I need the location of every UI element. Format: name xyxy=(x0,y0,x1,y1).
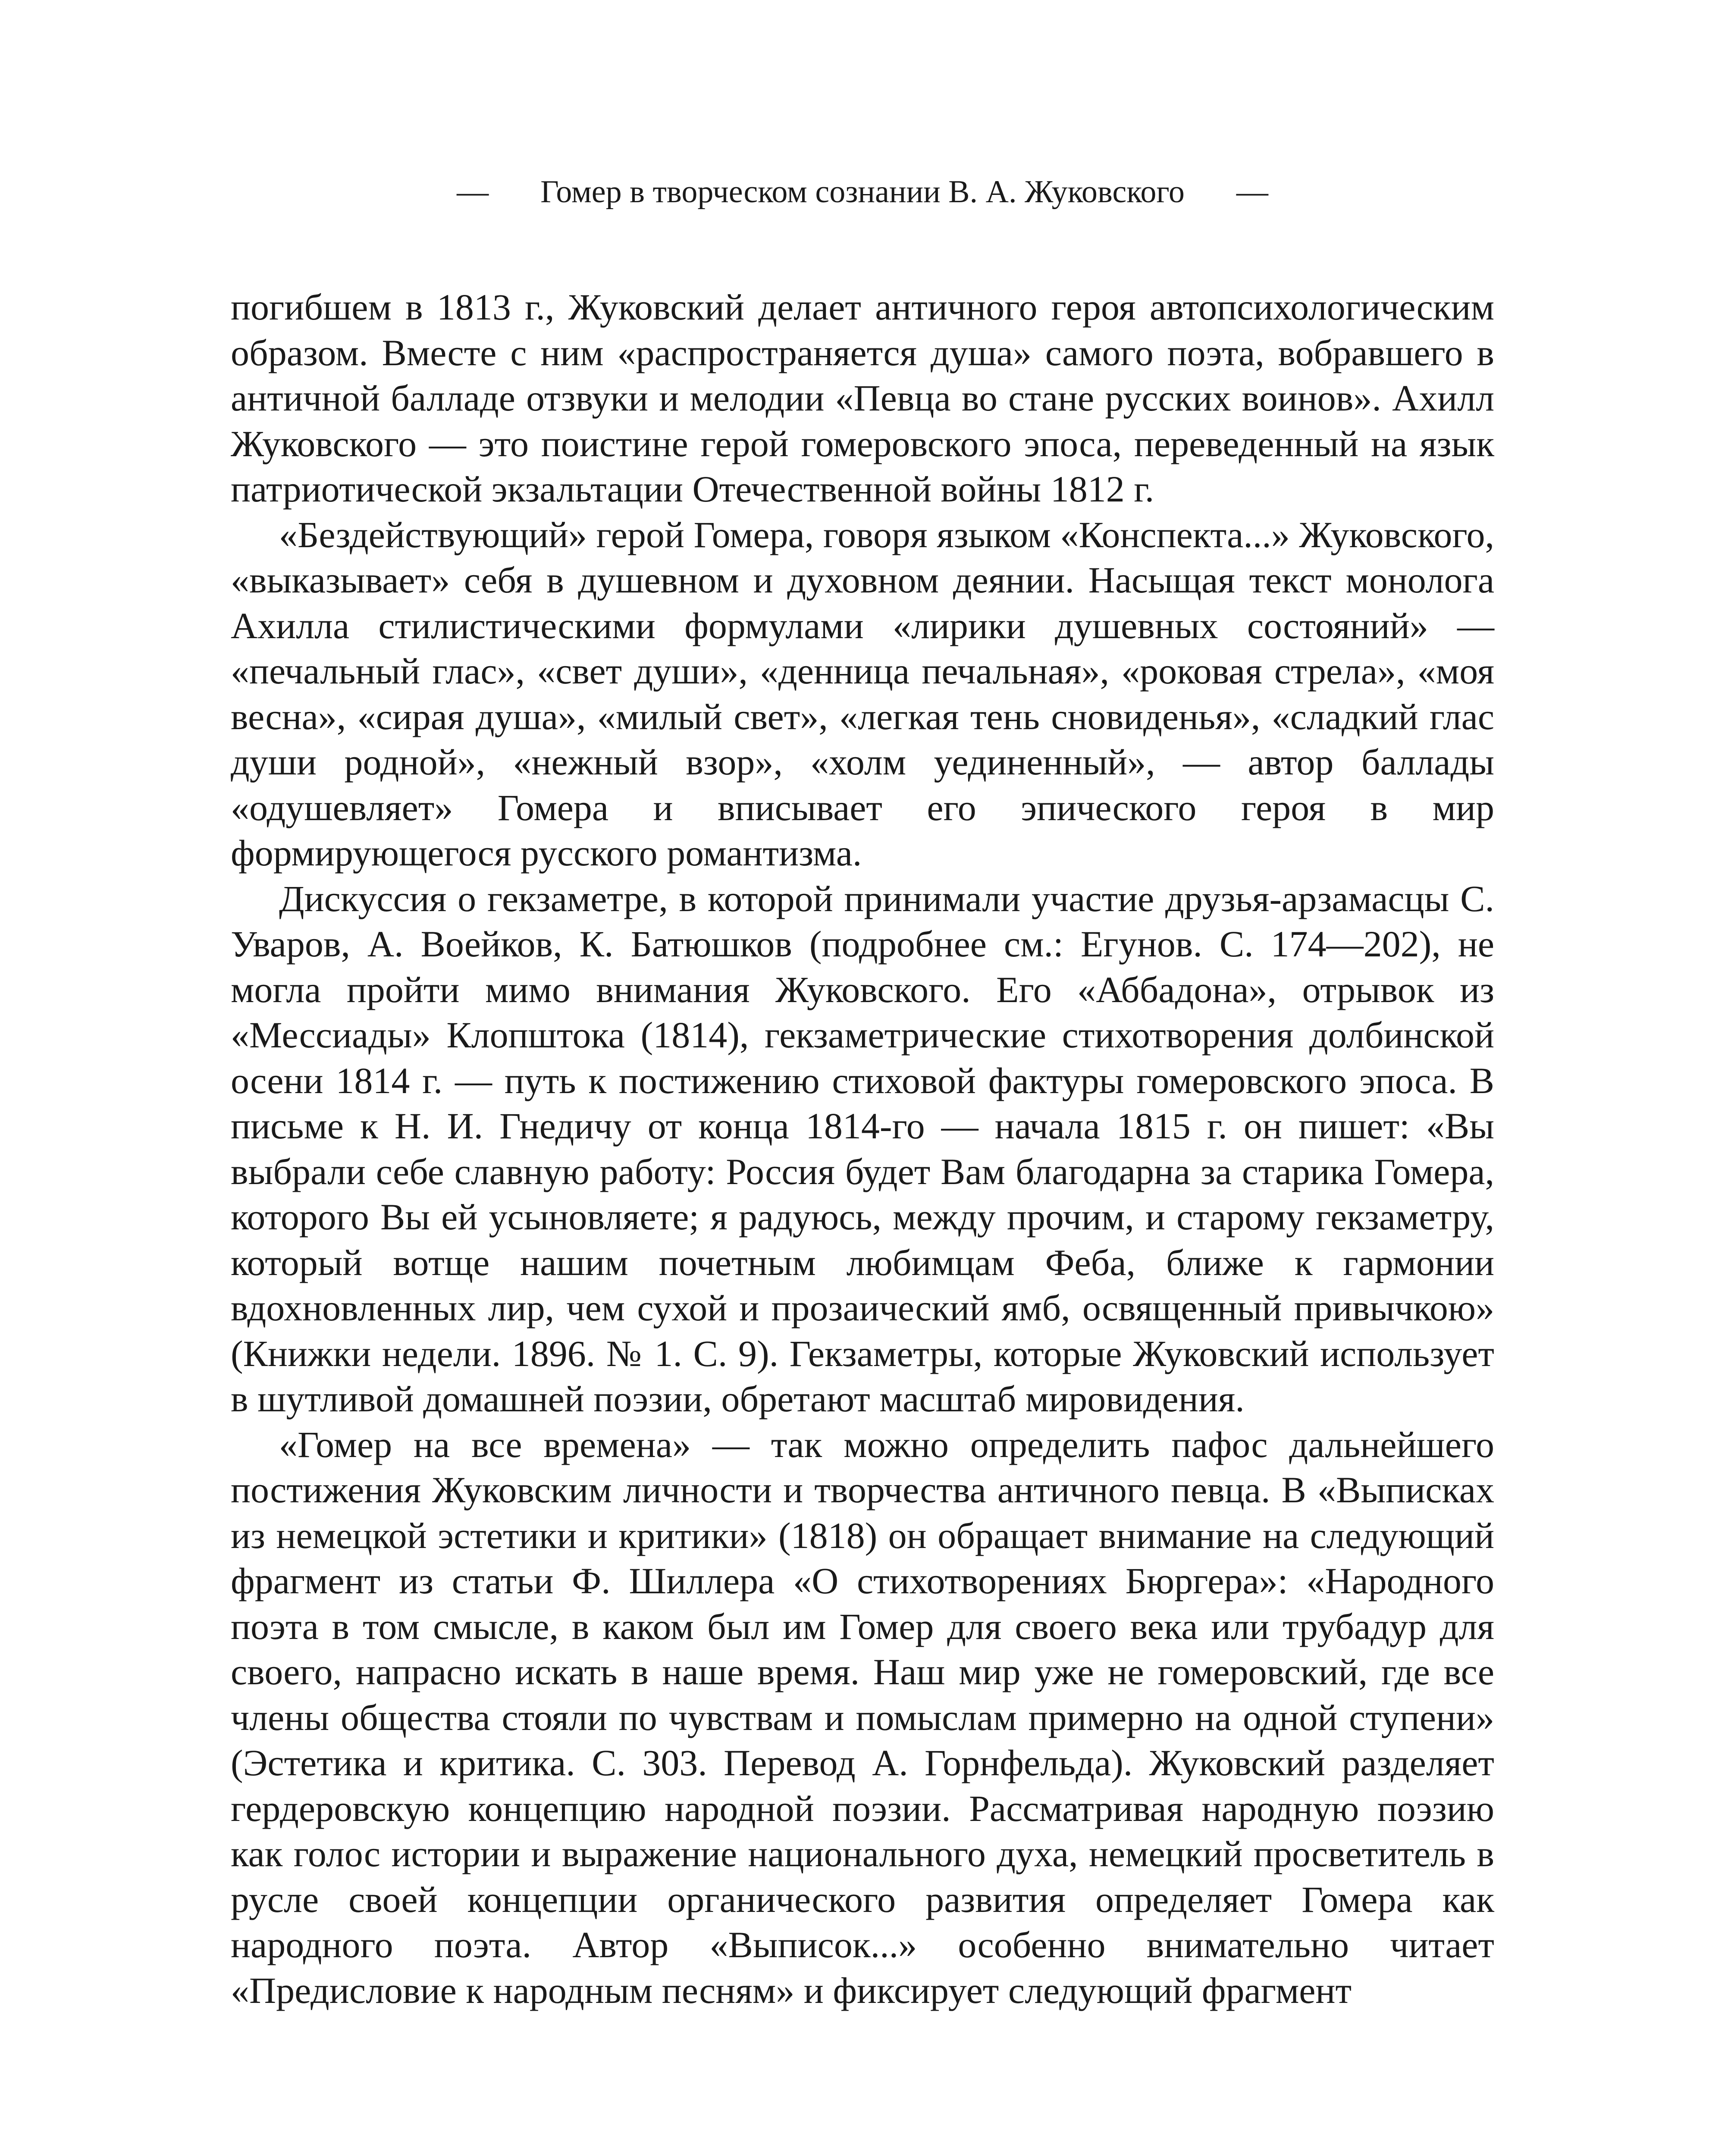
running-head-dash-right: — xyxy=(1236,174,1268,210)
paragraph-3: Дискуссия о гекзаметре, в которой принимали участие друзья-арзамасцы С. Уваров, А. Воейков, К. Батюшков (подробнее см.: Егунов. С. 174—202), не могла пройти мимо внимания Жуковского. Его «Аббадона», отрывок из «Мессиады» Клопштока (1814), гекзаметрические стихотворения долбинской осени 1814 г. — путь к постижению стиховой фактуры гомеровского эпоса. В письме к Н. И. Гнедичу от конца 1814-го — начала 1815 г. он пишет: «Вы выбрали себе славную работу: Россия будет Вам благодарна за старика Гомера, которого Вы ей усыновляете; я радуюсь, между прочим, и старому гекзаметру, который вотще нашим почетным любимцам Феба, ближе к гармонии вдохновленных лир, чем сухой и прозаический ямб, освященный привычкою» (Книжки недели. 1896. № 1. С. 9). Гекзаметры, которые Жуковский использует в шутливой домашней поэзии, обретают масштаб мировидения. xyxy=(231,877,1494,1420)
paragraph-2: «Бездействующий» герой Гомера, говоря языком «Конспекта...» Жуковского, «выказывает» себя в душевном и духовном деянии. Насыщая текст монолога Ахилла стилистическими формулами «лирики душевных состояний» — «печальный глас», «свет души», «денница печальная», «роковая стрела», «моя весна», «сирая душа», «милый свет», «легкая тень сновиденья», «сладкий глас души родной», «нежный взор», «холм уединенный», — автор баллады «одушевляет» Гомера и вписывает его эпического героя в мир формирующегося русского романтизма. xyxy=(231,514,1494,874)
running-head xyxy=(0,166,1725,218)
body-text xyxy=(231,285,1494,2013)
running-head-title: Гомер в творческом сознании В. А. Жуковского xyxy=(540,174,1185,210)
paragraph-4: «Гомер на все времена» — так можно определить пафос дальнейшего постижения Жуковским личности и творчества античного певца. В «Выписках из немецкой эстетики и критики» (1818) он обращает внимание на следующий фрагмент из статьи Ф. Шиллера «О стихотворениях Бюргера»: «Народного поэта в том смысле, в каком был им Гомер для своего века или трубадур для своего, напрасно искать в наше время. Наш мир уже не гомеровский, где все члены общества стояли по чувствам и помыслам примерно на одной ступени» (Эстетика и критика. С. 303. Перевод А. Горнфельда). Жуковский разделяет гердеровскую концепцию народной поэзии. Рассматривая народную поэзию как голос истории и выражение национального духа, немецкий просветитель в русле своей концепции органического развития определяет Гомера как народного поэта. Автор «Выписок...» особенно внимательно читает «Предисловие к народным песням» и фиксирует следующий фрагмент xyxy=(231,1423,1494,2011)
paragraph-1: погибшем в 1813 г., Жуковский делает античного героя автопсихологическим образом. Вместе с ним «распространяется душа» самого поэта, вобравшего в античной балладе отзвуки и мелодии «Певца во стане русских воинов». Ахилл Жуковского — это поистине герой гомеровского эпоса, переведенный на язык патриотической экзальтации Отечественной войны 1812 г. xyxy=(231,286,1494,510)
running-head-dash-left: — xyxy=(457,174,489,210)
